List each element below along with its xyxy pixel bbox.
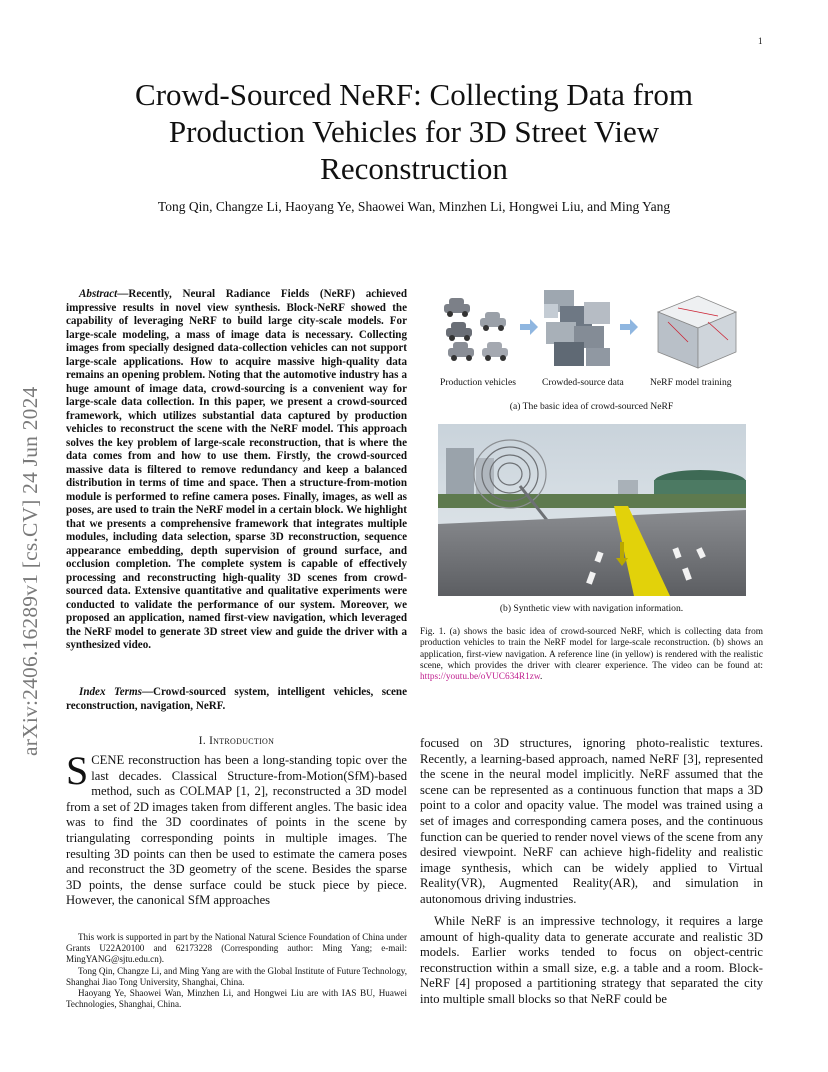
abstract-text: —Recently, Neural Radiance Fields (NeRF) achieved impressive results in novel view synthesis. Block-NeRF showed the capability of leveraging NeRF to build large city-scale models. For large-scale modeling, a mass of image data is necessary. Collecting images from specially designed data-collection vehicles can not support large-scale applications. How to acquire massive high-quality data remains an opening problem. Noting that the automotive industry has a huge amount of image data, crowd-sourcing is a convenient way for large-scale data collection. In this paper, we present a crowd-sourced framework, which utilizes substantial data captured by production vehicles to reconstruct the scene with the NeRF model. This approach solves the key problem of large-scale reconstruction, that is where the data comes from and how to use them. Firstly, the crowd-sourced massive data is filtered to remove redundancy and keep a balanced distribution in terms of time and space. Then a structure-from-motion module is performed to refine camera poses. Finally, images, as well as poses, are used to train the NeRF model in a certain block. We highlight that we presents a comprehensive framework that integrates multiple modules, including data selection, sparse 3D reconstruction, sequence appearance embedding, depth supervision of ground surface, and occlusion completion. The complete system is capable of effectively processing and reconstructing high-quality 3D scenes from crowd-sourced data. Extensive quantitative and qualitative experiments were conducted to validate the performance of our system. Moreover, we proposed an application, named first-view navigation, which leveraged the NeRF model to generate 3D street view and guide the driver with a synthesized video. (66, 288, 407, 651)
index-terms-text: —Crowd-sourced system, intelligent vehicles, scene reconstruction, navigation, NeRF. (66, 686, 407, 712)
figure-1a-pipeline (436, 282, 752, 394)
footnote-funding: This work is supported in part by the National Natural Science Foundation of China under Grants U22A20100 and 62173228 (Corresponding author: Ming Yang; e-mail: MingYANG@sjtu.edu.cn). (66, 932, 407, 965)
car-icon (444, 298, 470, 317)
abstract (66, 288, 407, 653)
car-icon (482, 342, 508, 361)
abstract-lead: Abstract (79, 288, 118, 300)
figure-1-caption (420, 627, 763, 683)
intro-left-text: CENE reconstruction has been a long-standing topic over the last decades. Classical Structure-from-Motion(SfM)-based method, such as COLMAP [1, 2], reconstructed a 3D model from a set of 2D images taken from different angles. The basic idea was to find the 3D coordinates of points in the scene by triangulating corresponding points in multiple images. The resulting 3D points can then be used to estimate the camera poses and reconstruct the 3D geometry of the scene. Besides the sparse 3D points, the dense surface could be stuck piece by piece. However, the canonical SfM approaches (66, 753, 407, 908)
label-nerf-training: NeRF model training (650, 377, 732, 388)
subcaption-a: (a) The basic idea of crowd-sourced NeRF (509, 401, 674, 412)
arrow-right-icon (520, 319, 538, 335)
label-production-vehicles: Production vehicles (440, 377, 516, 388)
image-collage (544, 290, 610, 366)
caption-end: . (540, 672, 543, 683)
intro-paragraph-right-2: While NeRF is an impressive technology, it requires a large amount of high-quality data to generate accurate and realistic 3D models. Earlier works tended to focus on object-centric reconstruction within a small size, e.g. a table and a room. Block-NeRF [4] proposed a partitioning strategy that separated the city into multiple small blocks so that NeRF could be (420, 914, 763, 1006)
video-link[interactable]: https://youtu.be/oVUC634R1zw (420, 672, 540, 683)
section-heading: I. Introduction (198, 735, 275, 747)
paper-title: Crowd-Sourced NeRF: Collecting Data from Production Vehicles for 3D Street View Reconstruction (135, 77, 693, 186)
index-terms (66, 686, 407, 713)
footnote-affiliation-huawei: Haoyang Ye, Shaowei Wan, Minzhen Li, and Hongwei Liu are with IAS BU, Huawei Technologies, Shanghai, China. (66, 988, 407, 1010)
car-icon (480, 312, 506, 331)
label-crowd-source-data: Crowded-source data (542, 377, 624, 388)
arrow-right-icon (620, 319, 638, 335)
car-icon (448, 342, 474, 361)
caption-text: Fig. 1. (a) shows the basic idea of crowd-sourced NeRF, which is collecting data from production vehicles to train the NeRF model for large-scale reconstruction. (b) shows an application, first-view navigation. A reference line (in yellow) is rendered with the realistic scene, which provides the driver with clearer experience. The video can be found at: (420, 627, 763, 671)
dropcap-letter: S (66, 748, 89, 793)
pipeline-illustration (436, 282, 752, 372)
page-number: 1 (758, 36, 763, 46)
intro-paragraph-right-1: focused on 3D structures, ignoring photo-realistic textures. Recently, a learning-based approach, named NeRF [3], represented the scene in the neural model implicitly. NeRF assumed that the scene can be represented as a continuous function that maps a 3D point to a color and opacity value. The model was trained using a set of images and corresponding camera poses, and the continuous function can be queried to render novel views of the scene from any desired viewpoint. NeRF can achieve high-fidelity and realistic image synthesis, which can be widely applied to Virtual Reality(VR), Augmented Reality(AR), and simulation in autonomous driving industries. (420, 736, 763, 906)
nerf-cube (658, 296, 736, 368)
car-icon (446, 322, 472, 341)
index-terms-lead: Index Terms (79, 686, 142, 698)
street-scene-image (438, 424, 746, 596)
footnote-affiliation-sjtu: Tong Qin, Changze Li, and Ming Yang are with the Global Institute of Future Technology, Shanghai Jiao Tong University, Shanghai, China. (66, 965, 407, 987)
footnotes (66, 932, 407, 1010)
author-list: Tong Qin, Changze Li, Haoyang Ye, Shaowei Wan, Minzhen Li, Hongwei Liu, and Ming Yang (157, 199, 671, 214)
arxiv-identifier[interactable]: arXiv:2406.16289v1 [cs.CV] 24 Jun 2024 (18, 386, 42, 756)
intro-paragraph-left (66, 748, 407, 909)
figure-1b-synthetic-view (438, 424, 746, 596)
subcaption-b: (b) Synthetic view with navigation information. (499, 603, 684, 614)
